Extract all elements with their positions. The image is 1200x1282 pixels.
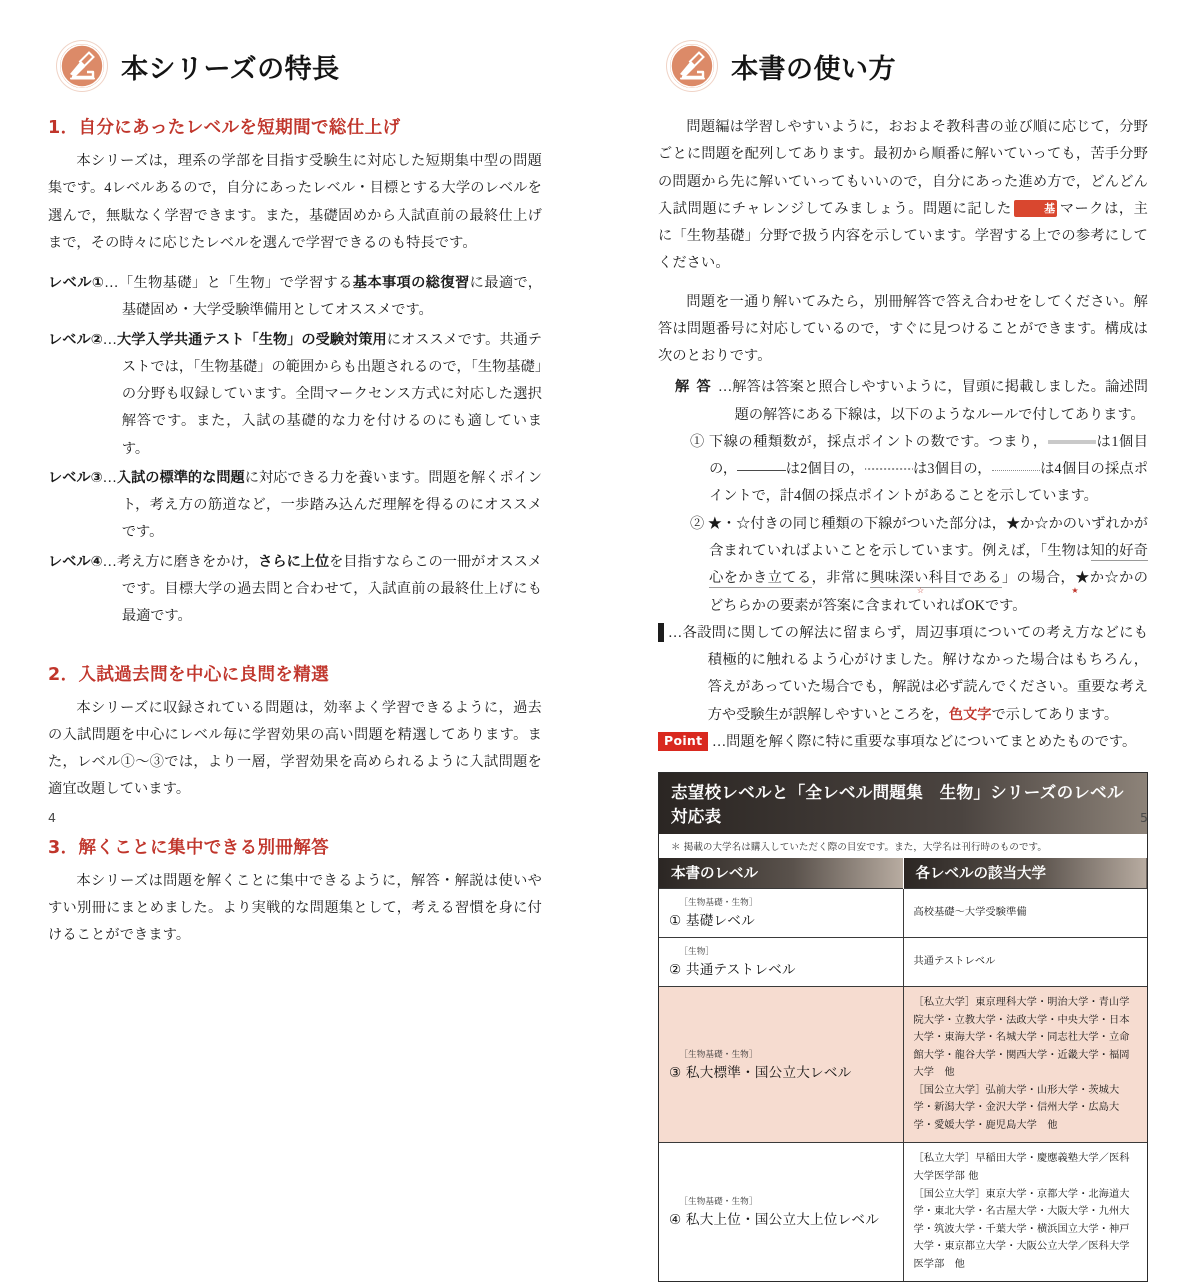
university-line: ［私立大学］東京理科大学・明治大学・青山学院大学・立教大学・法政大学・中央大学・日本大学・東海大学・名城大学・同志社大学・立命館大学・龍谷大学・関西大学・近畿大学・福岡大学 他 — [913, 997, 1130, 1079]
level-tag: ［生物基礎・生物］ — [679, 1049, 758, 1060]
level-lead-2: … — [102, 331, 117, 348]
table-cell-level — [659, 1143, 903, 1281]
right-section-header — [670, 44, 1148, 88]
blank-underline-wavy — [865, 468, 913, 471]
kaisetsu-badge: 解説 — [658, 623, 664, 642]
level-bold-4: さらに上位 — [258, 553, 330, 570]
point-block — [658, 729, 1148, 756]
left-section-header — [60, 44, 542, 88]
answer-block — [658, 374, 1148, 429]
level-correspondence-table — [658, 772, 1148, 1282]
table-column-universities: 各レベルの該当大学 — [903, 858, 1147, 889]
rule-text-1b: は1個目の， — [709, 433, 1148, 478]
level-lead-4: …考え方に磨きをかけ， — [102, 553, 259, 570]
blank-underline-solid — [737, 470, 785, 471]
level-lead-3: … — [102, 469, 117, 486]
table-row — [659, 938, 1147, 987]
kaisetsu-text-b: で示してあります。 — [991, 706, 1119, 723]
intro-text-a: 問題編は学習しやすいように，おおよそ教科書の並び順に応じて，分野ごとに問題を配列してあります。最初から順番に解いていっても，苦手分野の問題から先に解いていってもいいので，自分にあった進め方で，どんどん入試問題にチャレンジしてみましょう。問題に記した — [658, 119, 1148, 217]
table-cell-universities — [903, 987, 1147, 1143]
university-line: 共通テストレベル — [913, 955, 996, 967]
level-tail-2: にオススメです。共通テストでは，「生物基礎」の範囲からも出題されるので，「生物基礎」の分野も収録しています。全問マークセンス方式に対応した選択解答です。また，入試の基礎的な力を付けるのにも適しています。 — [121, 331, 542, 457]
level-label-4: レベル④ — [48, 553, 103, 570]
star-underline-filled: 知的好奇心をかき立てる ★ — [709, 543, 1148, 588]
intro-paragraph-1 — [658, 114, 1148, 278]
table-row — [659, 889, 1147, 938]
table-row — [659, 987, 1147, 1143]
level-name: ① 基礎レベル — [669, 913, 755, 930]
level-label-3: レベル③ — [48, 469, 103, 486]
page-title: 本シリーズの特長 — [121, 53, 340, 85]
level-tag: ［生物］ — [679, 947, 715, 958]
rule-number-2: ② — [689, 515, 705, 532]
kaisetsu-highlight: 色文字 — [948, 706, 992, 723]
subheading-1: 1．自分にあったレベルを短期間で総仕上げ — [48, 118, 401, 138]
table-cell-level — [659, 889, 903, 938]
level-tail-4: を目指すならこの一冊がオススメです。目標大学の過去問と合わせて，入試直前の最終仕上げにも最適です。 — [121, 553, 542, 625]
right-page — [600, 0, 1200, 1270]
level-label-2: レベル② — [48, 331, 103, 348]
blank-underline-dotted — [992, 470, 1040, 471]
level-lead-1: …「生物基礎」と「生物」で学習する — [104, 275, 353, 292]
page-number-right: 5 — [1140, 810, 1148, 825]
level-item-3 — [48, 465, 542, 547]
rule-text-2c: 」の場合，★か☆かのどちらかの要素が答案に含まれていればOKです。 — [709, 570, 1148, 614]
pen-writing-icon — [670, 44, 714, 88]
table-cell-level — [659, 938, 903, 987]
level-tag: ［生物基礎・生物］ — [679, 898, 758, 909]
star-underline-open: 興味深い科目である ☆ — [870, 570, 1002, 588]
rule-text-1e: は4個目の採点ポイントで，計4個の採点ポイントがあることを示しています。 — [709, 461, 1148, 505]
pen-writing-icon — [60, 44, 104, 88]
table-title: 志望校レベルと「全レベル問題集 生物」シリーズのレベル対応表 — [659, 773, 1147, 834]
intro-text-b: マークは，主に「生物基礎」分野で扱う内容を示しています。学習する上での参考にしてください。 — [658, 200, 1148, 272]
level-item-4 — [48, 549, 542, 631]
university-line: ［国公立大学］東京大学・京都大学・北海道大学・東北大学・名古屋大学・大阪大学・九州大学・筑波大学・千葉大学・横浜国立大学・神戸大学・東京都立大学・大阪公立大学／医科大学医学部 他 — [913, 1188, 1130, 1270]
answer-rule-1 — [658, 429, 1148, 511]
university-line: ［国公立大学］弘前大学・山形大学・茨城大学・新潟大学・金沢大学・信州大学・広島大学・愛媛大学・鹿児島大学 他 — [913, 1084, 1120, 1131]
table-note: ＊ 掲載の大学名は購入していただく際の目安です。また，大学名は刊行時のものです。 — [671, 842, 1048, 854]
table-cell-universities — [903, 889, 1147, 938]
kiso-mark-badge: 基 — [1014, 200, 1058, 217]
table-cell-universities — [903, 1143, 1147, 1281]
level-bold-3: 入試の標準的な問題 — [116, 469, 245, 486]
page-number-left: 4 — [48, 810, 56, 825]
point-text: …問題を解く際に特に重要な事項などについてまとめたものです。 — [711, 733, 1137, 750]
level-item-2 — [48, 327, 542, 463]
level-item-1 — [48, 270, 542, 325]
answer-text: …解答は答案と照合しやすいように，冒頭に掲載しました。論述問題の解答にある下線は，以下のようなルールで付してあります。 — [717, 379, 1148, 423]
table-column-level: 本書のレベル — [659, 858, 903, 889]
table-row — [659, 1143, 1147, 1281]
level-label-1: レベル① — [48, 275, 105, 292]
university-line: ［私立大学］早稲田大学・慶應義塾大学／医科大学医学部 他 — [913, 1153, 1130, 1183]
rule-text-2b: ，非常に — [811, 570, 871, 587]
level-name: ② 共通テストレベル — [669, 962, 796, 979]
page-title: 本書の使い方 — [731, 53, 896, 85]
level-name: ④ 私大上位・国公立大上位レベル — [669, 1212, 880, 1229]
blank-underline-gray — [1048, 440, 1096, 444]
level-bold-1: 基本事項の総復習 — [352, 275, 470, 292]
table-header-row — [659, 858, 1147, 889]
answer-rule-2 — [658, 511, 1148, 620]
university-line: 高校基礎〜大学受験準備 — [913, 906, 1027, 918]
paragraph-3: 本シリーズは問題を解くことに集中できるように，解答・解説は使いやすい別冊にまとめました。より実戦的な問題集として，考える習慣を身に付けることができます。 — [48, 872, 542, 944]
subheading-3: 3．解くことに集中できる別冊解答 — [48, 837, 330, 858]
rule-text-1c: は2個目の， — [785, 461, 865, 478]
rule-text-1d: は3個目の， — [912, 461, 992, 478]
level-bold-2: 大学入学共通テスト「生物」の受験対策用 — [116, 331, 387, 348]
table-cell-universities — [903, 938, 1147, 987]
answer-label: 解答 — [675, 379, 718, 396]
level-name: ③ 私大標準・国公立大レベル — [669, 1064, 852, 1081]
paragraph-2: 本シリーズに収録されている問題は，効率よく学習できるように，過去の入試問題を中心にレベル毎に学習効果の高い問題を精選してあります。また，レベル①〜③では，より一層，学習効果を高められるように入試問題を適宜改題しています。 — [48, 699, 542, 798]
rule-number-1: ① — [689, 433, 705, 450]
left-page — [0, 0, 600, 944]
rule-text-1a: 下線の種類数が，採点ポイントの数です。つまり， — [708, 433, 1048, 450]
kaisetsu-text-a: …各設問に関しての解法に留まらず，周辺事項についての考え方などにも積極的に触れるよう心がけました。解けなかった場合はもちろん，答えがあっていた場合でも，解説は必ず読んでください。重要な考え方や受験生が誤解しやすいところを， — [667, 624, 1148, 723]
level-tag: ［生物基礎・生物］ — [679, 1197, 758, 1208]
subheading-2: 2．入試過去問を中心に良問を精選 — [48, 664, 330, 685]
intro-paragraph-2: 問題を一通り解いてみたら，別冊解答で答え合わせをしてください。解答は問題番号に対応しているので，すぐに見つけることができます。構成は次のとおりです。 — [658, 293, 1148, 365]
level-tail-1: に最適で，基礎固め・大学受験準備用としてオススメです。 — [121, 275, 542, 319]
rule-text-2a: ★・☆付きの同じ種類の下線がついた部分は，★か☆かのいずれかが含まれていればよいことを示しています。例えば，「生物は — [707, 515, 1148, 559]
paragraph-1: 本シリーズは，理系の学部を目指す受験生に対応した短期集中型の問題集です。4レベルあるので，自分にあったレベル・目標とする大学のレベルを選んで，無駄なく学習できます。また，基礎固めから入試直前の最終仕上げまで，その時々に応じたレベルを選んで学習できるのも特長です。 — [48, 153, 542, 251]
kaisetsu-block — [611, 620, 1148, 729]
level-tail-3: に対応できる力を養います。問題を解くポイント，考え方の筋道など，一歩踏み込んだ理解を得るのにオススメです。 — [121, 469, 542, 541]
table-cell-level — [659, 987, 903, 1143]
point-badge: Point — [658, 732, 708, 752]
